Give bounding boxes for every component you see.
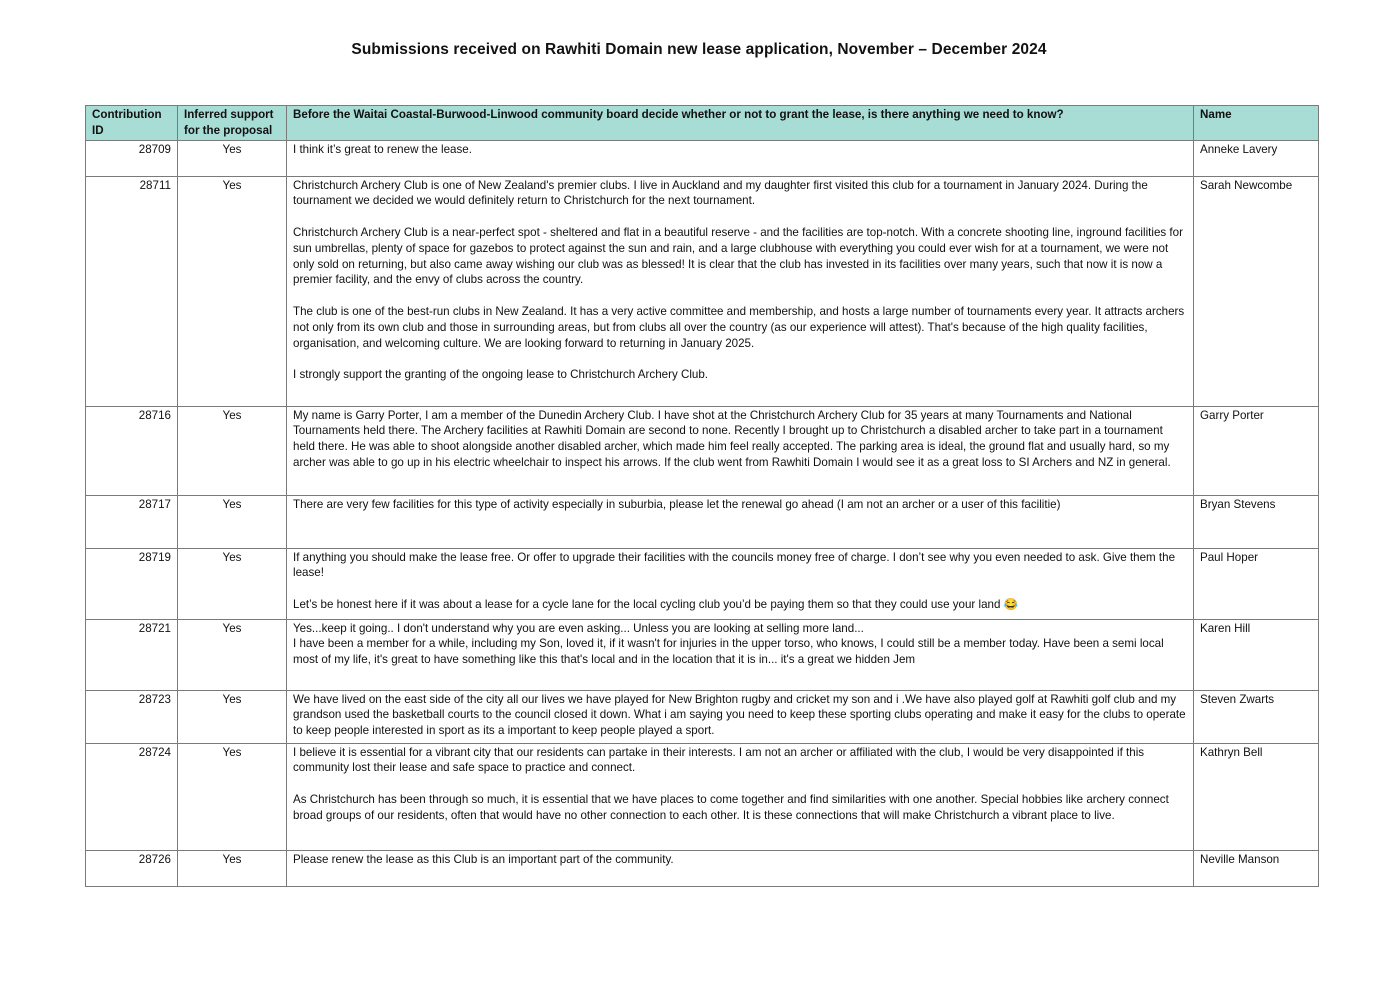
inferred-support-cell: Yes xyxy=(178,176,287,406)
comment-paragraph: Christchurch Archery Club is one of New Zealand's premier clubs. I live in Auckland and my daughter first visited this club for a tournament in January 2024. During the tournament we decided we would definitely return to Christchurch for the next tournament. xyxy=(293,178,1148,208)
inferred-support-cell: Yes xyxy=(178,619,287,690)
inferred-support-cell: Yes xyxy=(178,850,287,886)
header-inferred-support: Inferred support for the proposal xyxy=(178,106,287,141)
contribution-id-cell: 28711 xyxy=(86,176,178,406)
comment-paragraph: The club is one of the best-run clubs in New Zealand. It has a very active committee and membership, and hosts a large number of tournaments every year. It attracts archers not only from its own club and those in surrounding areas, but from clubs all over the country (as our experience will attest). That's because of the high quality facilities, organisation, and welcoming culture. We are looking forward to returning in January 2025. xyxy=(293,304,1185,350)
contribution-id-cell: 28717 xyxy=(86,495,178,548)
submitter-name-cell: Steven Zwarts xyxy=(1194,690,1319,743)
header-contribution-id: Contribution ID xyxy=(86,106,178,141)
inferred-support-cell: Yes xyxy=(178,140,287,176)
comment-cell xyxy=(287,850,1194,886)
contribution-id-cell: 28723 xyxy=(86,690,178,743)
comment-cell xyxy=(287,743,1194,850)
comment-paragraph: Christchurch Archery Club is a near-perfect spot - sheltered and flat in a beautiful reserve - and the facilities are top-notch. With a concrete shooting line, inground facilities for sun umbrellas, plenty of space for gazebos to protect against the sun and rain, and a large clubhouse with everything you could ever wish for at a tournament, we were not only sold on returning, but also came away wishing our club was as blessed! It is clear that the club has invested in its facilities over many years, such that now it is now a premier facility, and the envy of clubs across the country. xyxy=(293,225,1183,287)
comment-paragraph: Please renew the lease as this Club is an important part of the community. xyxy=(293,852,674,866)
header-name: Name xyxy=(1194,106,1319,141)
comment-cell xyxy=(287,548,1194,619)
comment-cell xyxy=(287,140,1194,176)
table-header-row xyxy=(86,106,1319,141)
comment-paragraph: My name is Garry Porter, I am a member of the Dunedin Archery Club. I have shot at the Christchurch Archery Club for 35 years at many Tournaments and National Tournaments held there. The Archery facilities at Rawhiti Domain are second to none. Recently I brought up to Christchurch a disabled archer to take part in a tournament held there. He was able to shoot alongside another disabled archer, which made him feel really accepted. The parking area is ideal, the ground flat and usually hard, so my archer was able to go up in his electric wheelchair to inspect his arrows. If the club went from Rawhiti Domain I would see it as a great loss to SI Archers and NZ in general. xyxy=(293,408,1171,469)
submissions-table xyxy=(85,105,1319,887)
comment-paragraph: I strongly support the granting of the ongoing lease to Christchurch Archery Club. xyxy=(293,368,709,382)
comment-paragraph: As Christchurch has been through so much, it is essential that we have places to come together and find similarities with one another. Special hobbies like archery connect broad groups of our residents, often that would have no other connection to each other. It is these connections that will make Christchurch a vibrant place to live. xyxy=(293,792,1169,822)
submitter-name-cell: Bryan Stevens xyxy=(1194,495,1319,548)
table-row xyxy=(86,406,1319,495)
comment-cell xyxy=(287,495,1194,548)
inferred-support-cell: Yes xyxy=(178,743,287,850)
contribution-id-cell: 28721 xyxy=(86,619,178,690)
comment-paragraph: Yes...keep it going.. I don't understand why you are even asking... Unless you are looking at selling more land... I have been a member for a while, including my Son, loved it, if it wasn't for injuries in the upper torso, who knows, I could still be a member today. Have been a semi local most of my life, it's great to have something like this that's local and in the location that it is in... it's a great we hidden Jem xyxy=(293,621,1164,667)
submitter-name-cell: Anneke Lavery xyxy=(1194,140,1319,176)
contribution-id-cell: 28719 xyxy=(86,548,178,619)
comment-paragraph: If anything you should make the lease free. Or offer to upgrade their facilities with the councils money free of charge. I don’t see why you even needed to ask. Give them the lease! xyxy=(293,550,1176,580)
comment-paragraph: Let’s be honest here if it was about a lease for a cycle lane for the local cycling club you’d be paying them so that they could use your land 😂 xyxy=(293,597,1019,611)
inferred-support-cell: Yes xyxy=(178,495,287,548)
comment-cell xyxy=(287,406,1194,495)
submitter-name-cell: Paul Hoper xyxy=(1194,548,1319,619)
table-row xyxy=(86,176,1319,406)
comment-cell xyxy=(287,176,1194,406)
table-row xyxy=(86,619,1319,690)
contribution-id-cell: 28724 xyxy=(86,743,178,850)
page-title: Submissions received on Rawhiti Domain new lease application, November – December 2024 xyxy=(351,41,1047,58)
submitter-name-cell: Sarah Newcombe xyxy=(1194,176,1319,406)
table-row xyxy=(86,140,1319,176)
submitter-name-cell: Neville Manson xyxy=(1194,850,1319,886)
contribution-id-cell: 28716 xyxy=(86,406,178,495)
inferred-support-cell: Yes xyxy=(178,548,287,619)
header-comment: Before the Waitai Coastal-Burwood-Linwood community board decide whether or not to grant the lease, is there anything we need to know? xyxy=(287,106,1194,141)
table-row xyxy=(86,548,1319,619)
table-row xyxy=(86,850,1319,886)
table-row xyxy=(86,690,1319,743)
inferred-support-cell: Yes xyxy=(178,406,287,495)
comment-cell xyxy=(287,690,1194,743)
table-row xyxy=(86,743,1319,850)
comment-paragraph: I think it’s great to renew the lease. xyxy=(293,142,472,156)
comment-paragraph: We have lived on the east side of the city all our lives we have played for New Brighton rugby and cricket my son and i .We have also played golf at Rawhiti golf club and my grandson used the basketball courts to the council closed it down. What i am saying you need to keep these sporting clubs operating and make it easy for the clubs to operate to keep people interested in sport as its a important to keep people played a sport. xyxy=(293,692,1186,738)
table-row xyxy=(86,495,1319,548)
submitter-name-cell: Garry Porter xyxy=(1194,406,1319,495)
comment-paragraph: There are very few facilities for this type of activity especially in suburbia, please let the renewal go ahead (I am not an archer or a user of this facilitie) xyxy=(293,497,1061,511)
submitter-name-cell: Kathryn Bell xyxy=(1194,743,1319,850)
comment-cell xyxy=(287,619,1194,690)
submitter-name-cell: Karen Hill xyxy=(1194,619,1319,690)
contribution-id-cell: 28709 xyxy=(86,140,178,176)
contribution-id-cell: 28726 xyxy=(86,850,178,886)
comment-paragraph: I believe it is essential for a vibrant city that our residents can partake in their interests. I am not an archer or affiliated with the club, I would be very disappointed if this community lost their lease and safe space to practice and connect. xyxy=(293,745,1145,775)
inferred-support-cell: Yes xyxy=(178,690,287,743)
